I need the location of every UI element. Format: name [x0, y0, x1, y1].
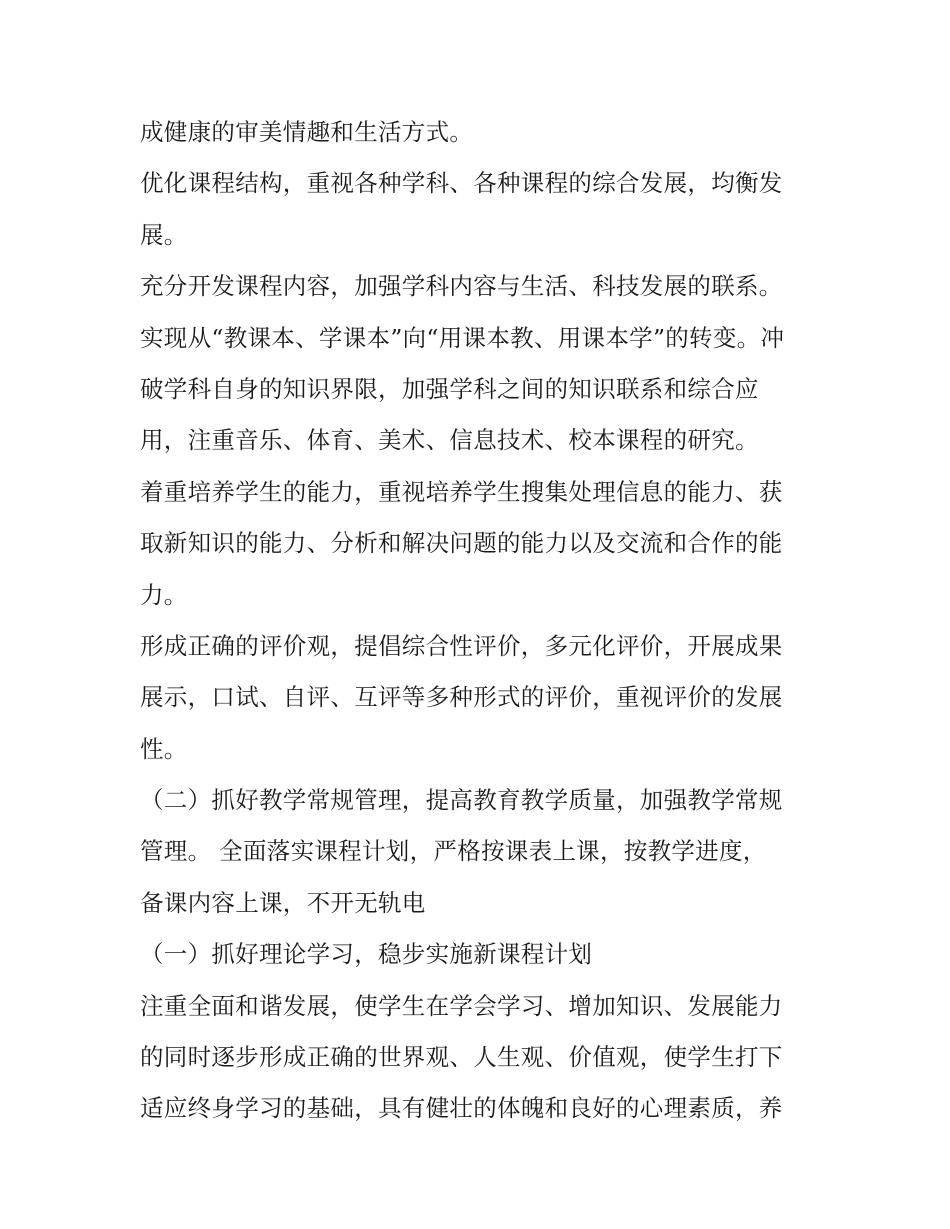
text-line: 展示，口试、自评、互评等多种形式的评价，重视评价的发展 [140, 683, 783, 712]
text-line: 力。 [140, 580, 188, 609]
text-line: 注重全面和谐发展，使学生在学会学习、增加知识、发展能力 [140, 991, 783, 1020]
text-line: 成健康的审美情趣和生活方式。 [140, 118, 474, 146]
section-heading: （二）抓好教学常规管理，提高教育教学质量，加强教学常规 [140, 786, 783, 815]
text-line: 实现从“教课本、学课本”向“用课本教、用课本学”的转变。冲 [140, 323, 785, 352]
text-line: 破学科自身的知识界限，加强学科之间的知识联系和综合应 [140, 374, 759, 403]
text-line: 备课内容上课，不开无轨电 [140, 888, 426, 917]
text-line: 优化课程结构，重视各种学科、各种课程的综合发展，均衡发 [140, 169, 783, 198]
document-body [140, 107, 820, 1135]
text-line: 用，注重音乐、体育、美术、信息技术、校本课程的研究。 [140, 426, 759, 455]
text-line: 的同时逐步形成正确的世界观、人生观、价值观，使学生打下 [140, 1043, 783, 1072]
text-line: 展。 [140, 220, 188, 249]
text-line: 性。 [140, 734, 188, 763]
text-line: 着重培养学生的能力，重视培养学生搜集处理信息的能力、获 [140, 477, 783, 506]
text-line: 适应终身学习的基础，具有健壮的体魄和良好的心理素质，养 [140, 1094, 783, 1123]
text-line: 形成正确的评价观，提倡综合性评价，多元化评价，开展成果 [140, 631, 783, 660]
text-line: 取新知识的能力、分析和解决问题的能力以及交流和合作的能 [140, 529, 783, 558]
text-line: 充分开发课程内容，加强学科内容与生活、科技发展的联系。 [140, 272, 783, 301]
text-line: 管理。 全面落实课程计划，严格按课表上课，按教学进度， [140, 837, 767, 866]
section-heading: （一）抓好理论学习，稳步实施新课程计划 [140, 940, 593, 969]
